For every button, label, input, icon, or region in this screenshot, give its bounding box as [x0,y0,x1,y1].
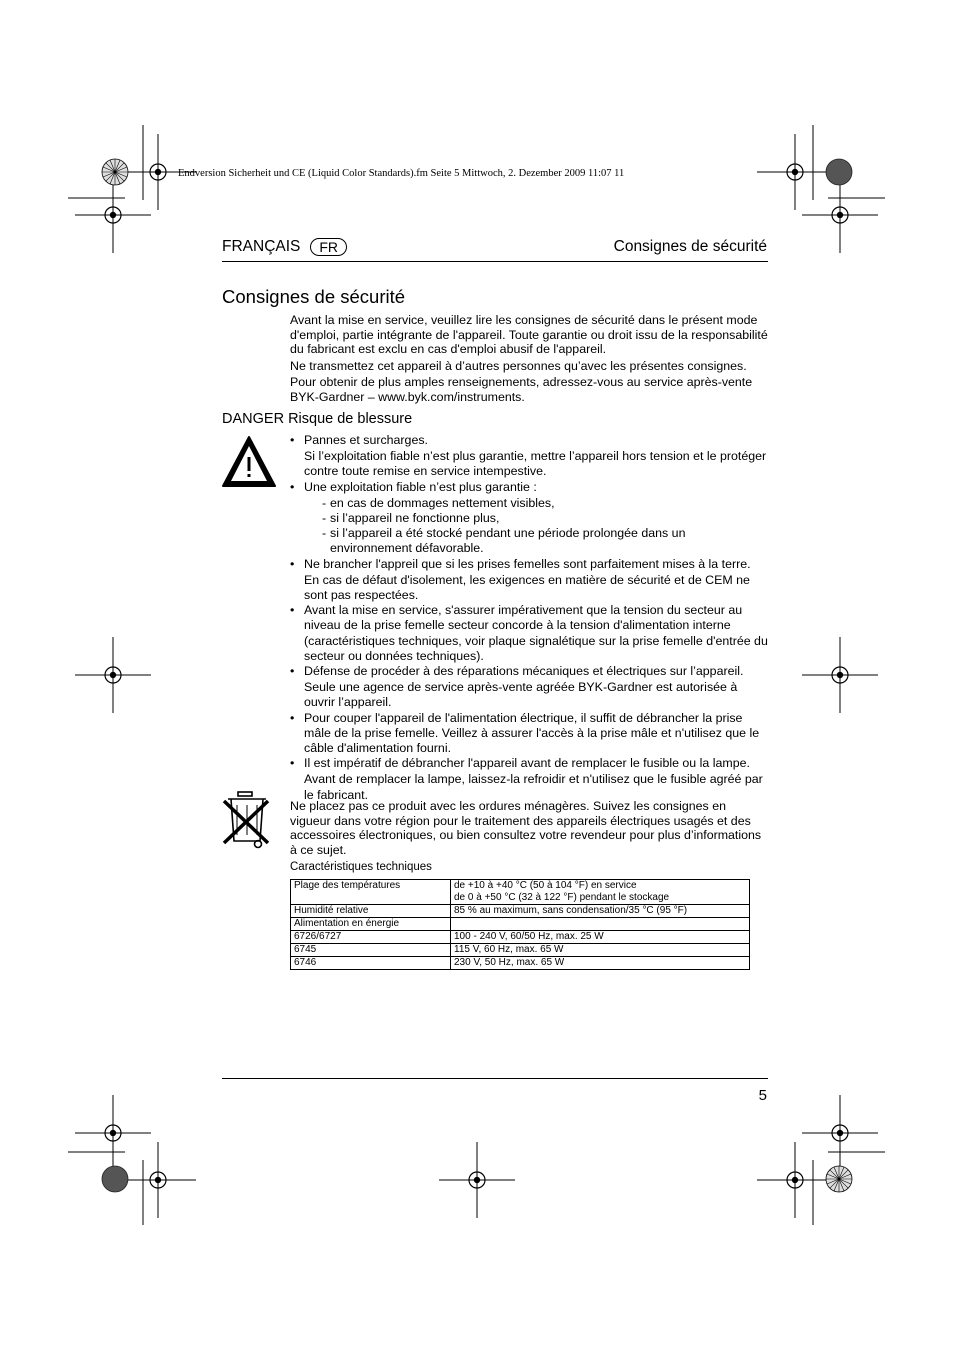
list-item: • Pannes et surcharges. Si l’exploitation fiable n’est plus garantie, mettre l’appareil hors tension et le protéger contre toute remise en service intempestive. [290,433,768,480]
spec-label-cell: Plage des températures [291,880,451,905]
intro-paragraph: Avant la mise en service, veuillez lire les consignes de sécurité dans le présent mode d'emploi, partie intégrante de l'appareil. Toute garantie ou droit issu de la responsabilité du fabricant est exclu en cas d'emploi abusif de l'appareil. [290,313,768,356]
header-rule [222,261,768,262]
spec-label-cell: 6746 [291,957,451,970]
intro-text [290,313,768,406]
safety-list [290,433,768,803]
language-code-badge: FR [310,238,347,256]
header-language [222,238,347,256]
crossed-out-bin-icon [222,791,272,851]
page-title: Consignes de sécurité [222,286,406,307]
sub-list [322,496,768,557]
list-item: • Ne brancher l'appreil que si les prises femelles sont parfaitement mises à la terre. En cas de défaut d'isolement, les exigences en matière de sécurité et de CEM ne sont pas respectées. [290,557,768,604]
header-section-title: Consignes de sécurité [613,238,767,255]
print-slug: Endversion Sicherheit und CE (Liquid Color Standards).fm Seite 5 Mittwoch, 2. Dezember 2009 11:07 11 [178,168,625,179]
spec-value-cell: 230 V, 50 Hz, max. 65 W [451,957,750,970]
spec-label-cell: 6726/6727 [291,931,451,944]
warning-triangle-icon [221,435,277,489]
sub-list-item: - si l’appareil ne fonctionne plus, [322,511,768,526]
disposal-text: Ne placez pas ce produit avec les ordures ménagères. Suivez les consignes en vigueur dans votre région pour le traitement des appareils électriques usagés et des accessoires électroniques, ou bien consultez votre revendeur pour plus d’informations à ce sujet. [290,799,762,857]
spec-value-cell: 115 V, 60 Hz, max. 65 W [451,944,750,957]
table-row [291,957,750,970]
list-item: • Pour couper l'appareil de l'alimentation électrique, il suffit de débrancher la prise mâle de la prise femelle. Veillez à assurer l'accès à la prise mâle et n'utilisez que le câble d'alimentation fourni. [290,711,768,757]
spec-label-cell: 6745 [291,944,451,957]
list-item: • Il est impératif de débrancher l'appareil avant de remplacer le fusible ou la lampe. Avant de remplacer la lampe, laissez-la refroidir et n'utilisez que le fusible agréé par le fabricant. [290,756,768,803]
spec-label-cell: Alimentation en énergie [291,918,451,931]
table-row [291,931,750,944]
intro-paragraph: Pour obtenir de plus amples renseignements, adressez-vous au service après-vente BYK-Gardner – www.byk.com/instruments. [290,375,753,404]
spec-value-cell: 85 % au maximum, sans condensation/35 °C (95 °F) [451,905,750,918]
spec-value-cell [451,918,750,931]
tech-specs-title: Caractéristiques techniques [290,861,432,873]
language-label: FRANÇAIS [222,238,301,255]
footer-rule [222,1078,768,1079]
sub-list-item: - en cas de dommages nettement visibles, [322,496,768,511]
list-item: • Défense de procéder à des réparations mécaniques et électriques sur l’appareil. Seule une agence de service après-vente agréée BYK-Gardner est autorisée à ouvrir l’appareil. [290,664,768,711]
spec-value-cell: de +10 à +40 °C (50 à 104 °F) en service de 0 à +50 °C (32 à 122 °F) pendant le stockage [451,880,750,905]
table-row [291,880,750,905]
intro-paragraph: Ne transmettez cet appareil à d’autres personnes qu’avec les présentes consignes. [290,358,747,373]
table-row [291,905,750,918]
page-number: 5 [758,1087,767,1104]
list-item: • Une exploitation fiable n’est plus garantie : - en cas de dommages nettement visibles, - si l’appareil ne fonctionne plus, - si l’appareil a été stocké pendant une période prolongée dans un environnement défavorable. [290,480,768,557]
list-item: • Avant la mise en service, s'assurer impérativement que la tension du secteur au niveau de la prise femelle secteur concorde à la tension d'alimentation interne (caractéristiques techniques, voir plaque signalétique sur la prise femelle d'entrée du secteur ou données techniques). [290,603,768,664]
spec-label-cell: Humidité relative [291,905,451,918]
table-row [291,944,750,957]
danger-heading: DANGER Risque de blessure [222,411,413,427]
spec-value-cell: 100 - 240 V, 60/50 Hz, max. 25 W [451,931,750,944]
sub-list-item: - si l’appareil a été stocké pendant une période prolongée dans un environnement défavorable. [322,526,768,556]
table-row [291,918,750,931]
tech-specs-table [290,879,750,970]
